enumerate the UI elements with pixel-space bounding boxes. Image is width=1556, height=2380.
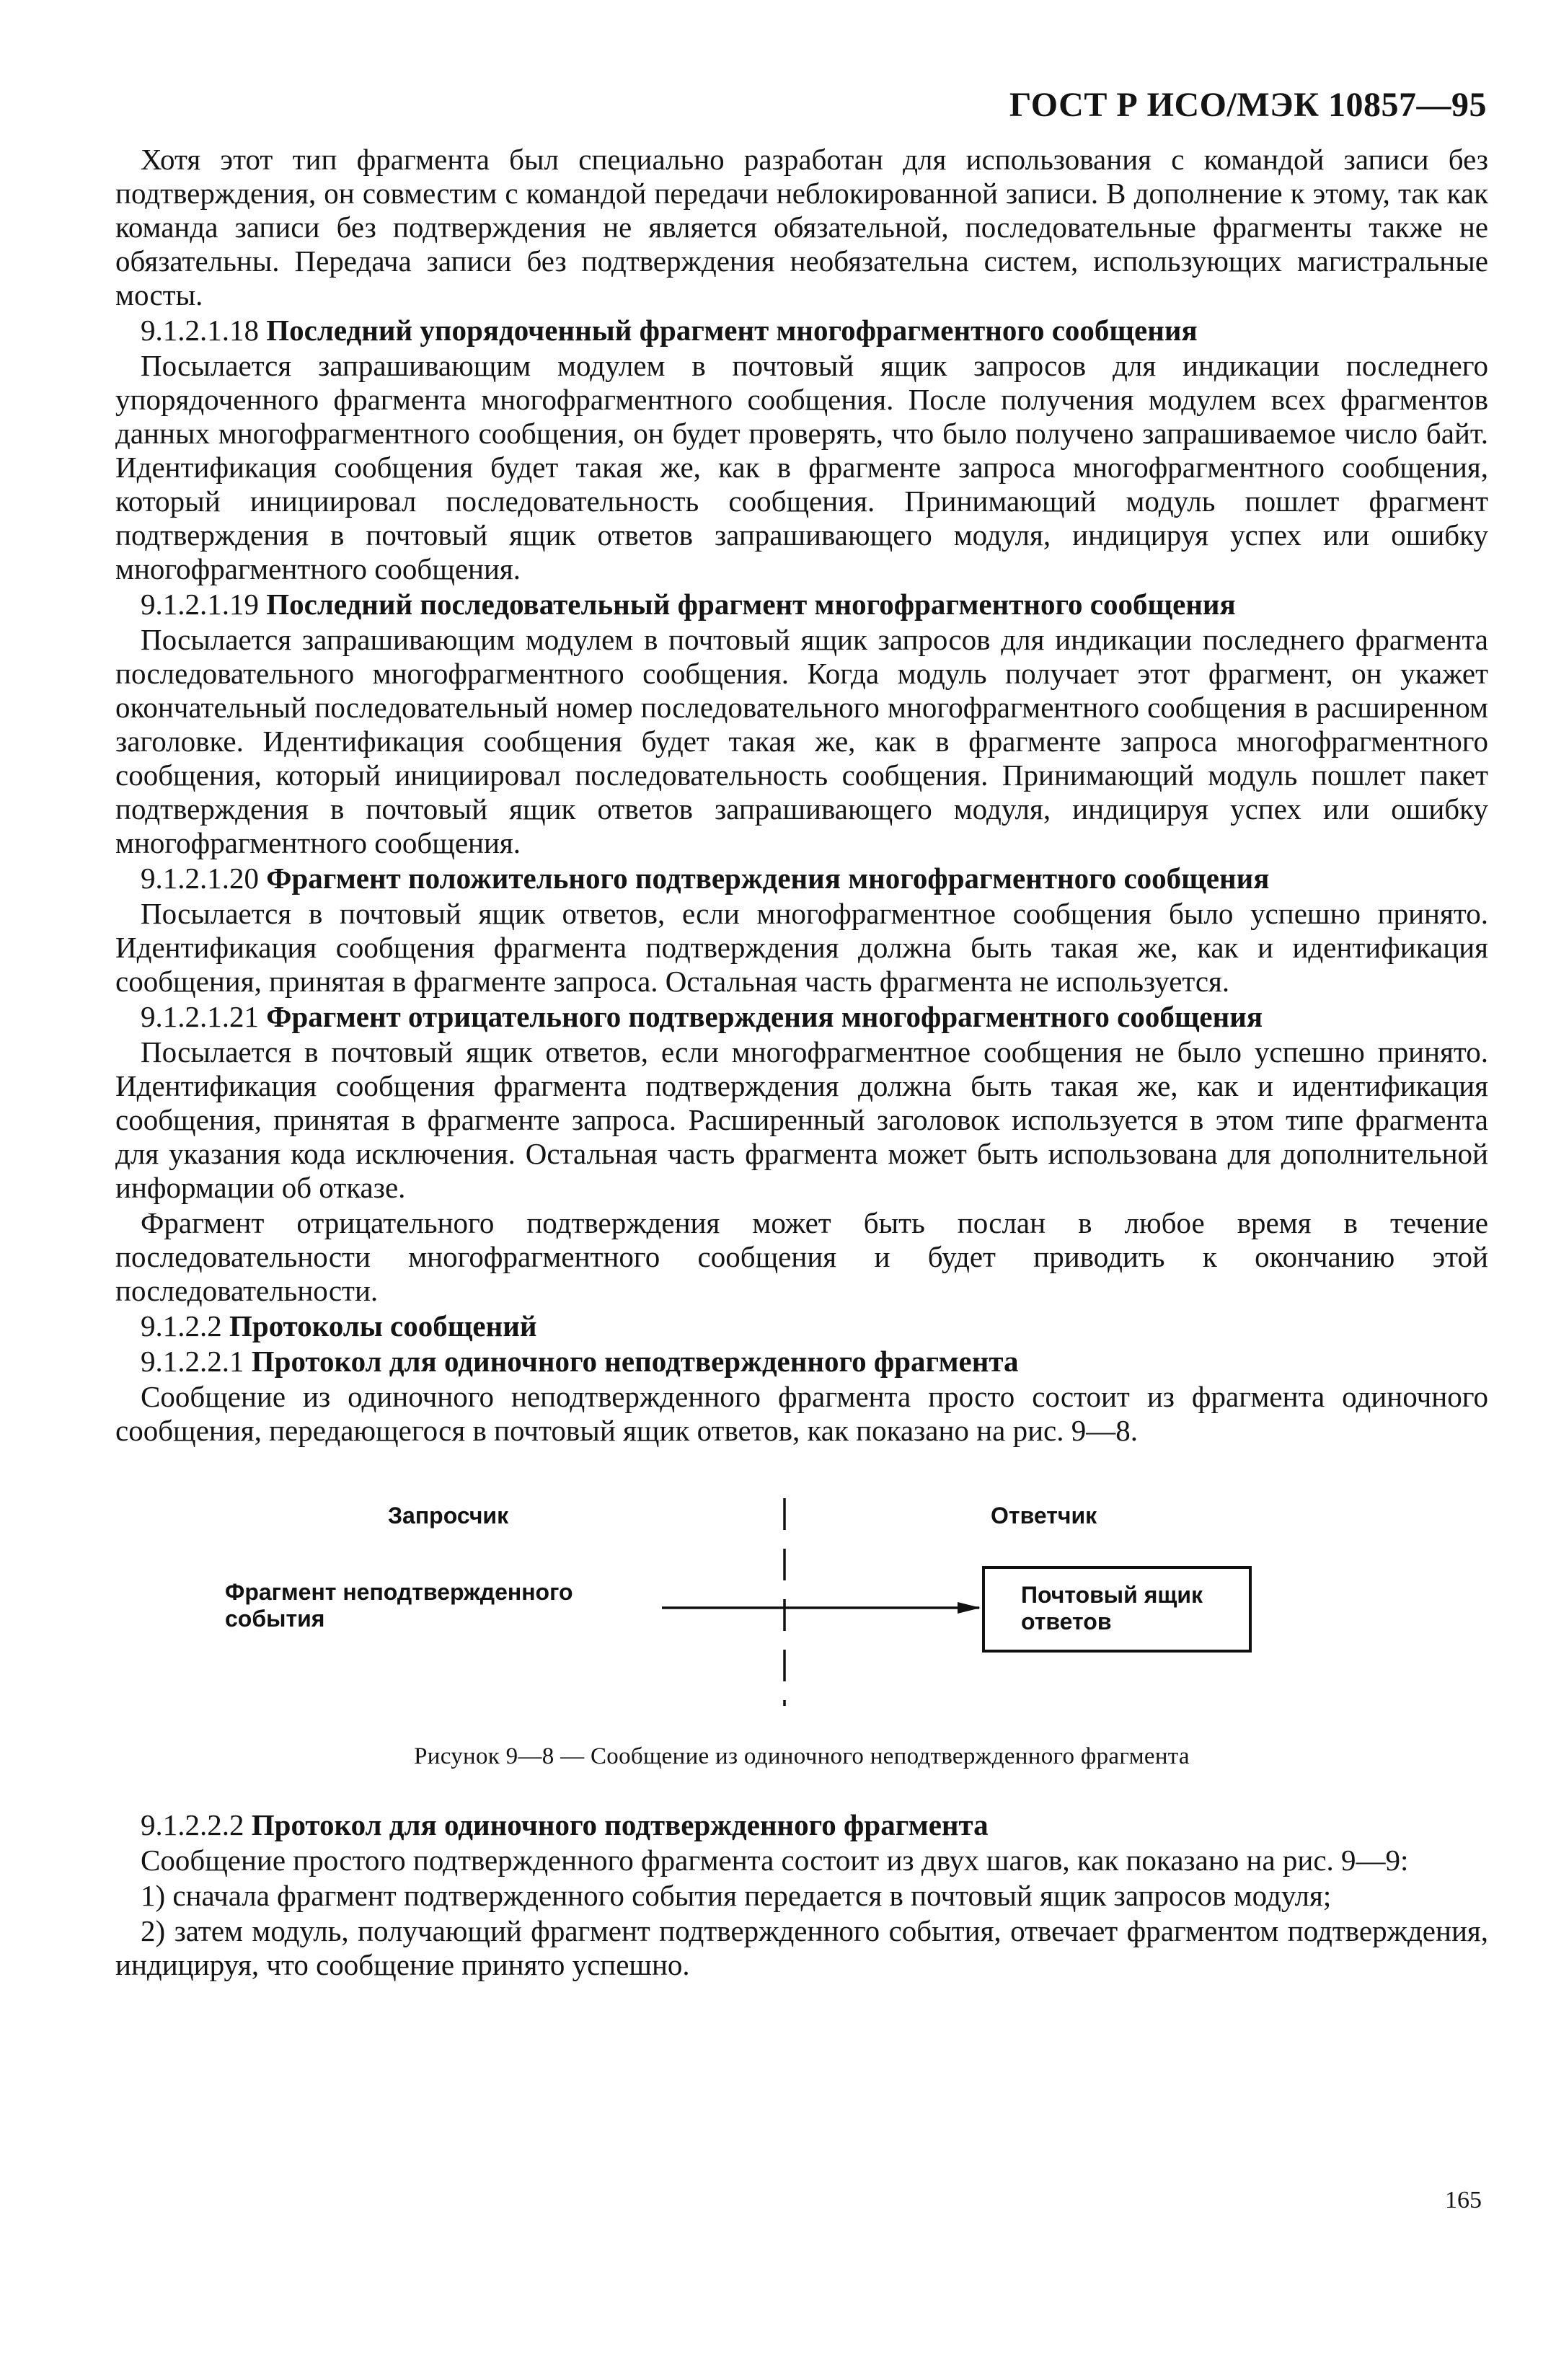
section-number: 9.1.2.1.18 (141, 314, 259, 347)
figure-9-8-diagram (115, 1492, 1488, 1738)
step-2: 2) затем модуль, получающий фрагмент подтвержденного события, отвечает фрагментом подтверждения, индицируя, что сообщение принято успешно. (115, 1914, 1488, 1981)
section-title: Протокол для одиночного неподтвержденного фрагмента (251, 1345, 1019, 1378)
requester-label: Запросчик (388, 1503, 509, 1529)
section-number: 9.1.2.2.1 (141, 1345, 244, 1378)
section-heading-19 (115, 588, 1488, 621)
section-number: 9.1.2.1.21 (141, 1000, 259, 1033)
section-title: Фрагмент отрицательного подтверждения многофрагментного сообщения (266, 1000, 1263, 1033)
paragraph-intro: Хотя этот тип фрагмента был специально разработан для использования с командой записи без подтверждения, он совместим с командой передачи неблокированной записи. В дополнение к этому, так как команда записи без подтверждения не является обязательной, последовательные фрагменты также не обязательны. Передача записи без подтверждения необязательна систем, использующих магистральные мосты. (115, 143, 1488, 311)
mailbox-label (1021, 1582, 1203, 1635)
section-number: 9.1.2.2.2 (141, 1808, 244, 1841)
section-heading-21 (115, 1000, 1488, 1034)
section-title: Протоколы сообщений (229, 1309, 537, 1342)
section-heading-2-2-2 (115, 1808, 1488, 1842)
section-heading-18 (115, 314, 1488, 348)
section-title: Протокол для одиночного подтвержденного фрагмента (251, 1808, 989, 1841)
page-content (115, 143, 1488, 1982)
section-heading-2-2 (115, 1309, 1488, 1343)
section-number: 9.1.2.1.19 (141, 588, 259, 621)
section-body-2-2-2: Сообщение простого подтвержденного фрагмента состоит из двух шагов, как показано на рис. 9—9: (141, 1844, 1409, 1877)
section-body-19: Посылается запрашивающим модулем в почтовый ящик запросов для индикации последнего фрагмента последовательного многофрагментного сообщения. Когда модуль получает этот фрагмент, он укажет окончательный последовательный номер последовательного многофрагментного сообщения в расширенном заголовке. Идентификация сообщения будет такая же, как в фрагменте запроса многофрагментного сообщения, который инициировал последовательность сообщения. Принимающий модуль пошлет пакет подтверждения в почтовый ящик ответов запрашивающего модуля, индицируя успех или ошибку многофрагментного сообщения. (115, 623, 1488, 859)
responder-label: Ответчик (991, 1503, 1097, 1529)
mailbox-label-line1: Почтовый ящик (1021, 1582, 1203, 1608)
section-number: 9.1.2.1.20 (141, 862, 259, 895)
section-heading-2-2-1 (115, 1345, 1488, 1379)
figure-caption: Рисунок 9—8 — Сообщение из одиночного неподтвержденного фрагмента (414, 1743, 1190, 1769)
section-body-21-cont: Фрагмент отрицательного подтверждения может быть послан в любое время в течение последовательности многофрагментного сообщения и будет приводить к окончанию этой последовательности. (115, 1206, 1488, 1307)
section-body-21: Посылается в почтовый ящик ответов, если многофрагментное сообщения не было успешно принято. Идентификация сообщения фрагмента подтверждения должна быть такая же, как и идентификация сообщения, принятая в фрагменте запроса. Расширенный заголовок используется в этом типе фрагмента для указания кода исключения. Остальная часть фрагмента может быть использована для дополнительной информации об отказе. (115, 1035, 1488, 1204)
fragment-label-line2: события (225, 1606, 325, 1632)
document-header: ГОСТ Р ИСО/МЭК 10857—95 (1009, 86, 1487, 124)
section-number: 9.1.2.2 (141, 1309, 222, 1342)
section-heading-20 (115, 862, 1488, 895)
page-number: 165 (1445, 2187, 1482, 2213)
section-title: Последний упорядоченный фрагмент многофрагментного сообщения (266, 314, 1198, 347)
section-title: Последний последовательный фрагмент многофрагментного сообщения (266, 588, 1236, 621)
fragment-label-line1: Фрагмент неподтвержденного (225, 1579, 573, 1605)
step-1: 1) сначала фрагмент подтвержденного события передается в почтовый ящик запросов модуля; (141, 1879, 1332, 1912)
section-body-20: Посылается в почтовый ящик ответов, если многофрагментное сообщения было успешно принято. Идентификация сообщения фрагмента подтверждения должна быть такая же, как и идентификация сообщения, принятая в фрагменте запроса. Остальная часть фрагмента не используется. (115, 897, 1488, 998)
section-title: Фрагмент положительного подтверждения многофрагментного сообщения (266, 862, 1270, 895)
section-body-18: Посылается запрашивающим модулем в почтовый ящик запросов для индикации последнего упорядоченного фрагмента многофрагментного сообщения. После получения модулем всех фрагментов данных многофрагментного сообщения, он будет проверять, что было получено запрашиваемое число байт. Идентификация сообщения будет такая же, как в фрагменте запроса многофрагментного сообщения, который инициировал последовательность сообщения. Принимающий модуль пошлет фрагмент подтверждения в почтовый ящик ответов запрашивающего модуля, индицируя успех или ошибку многофрагментного сообщения. (115, 349, 1488, 585)
section-body-2-2-1: Сообщение из одиночного неподтвержденного фрагмента просто состоит из фрагмента одиночного сообщения, передающегося в почтовый ящик ответов, как показано на рис. 9—8. (115, 1380, 1488, 1447)
fragment-label (225, 1579, 573, 1632)
mailbox-label-line2: ответов (1021, 1609, 1112, 1634)
